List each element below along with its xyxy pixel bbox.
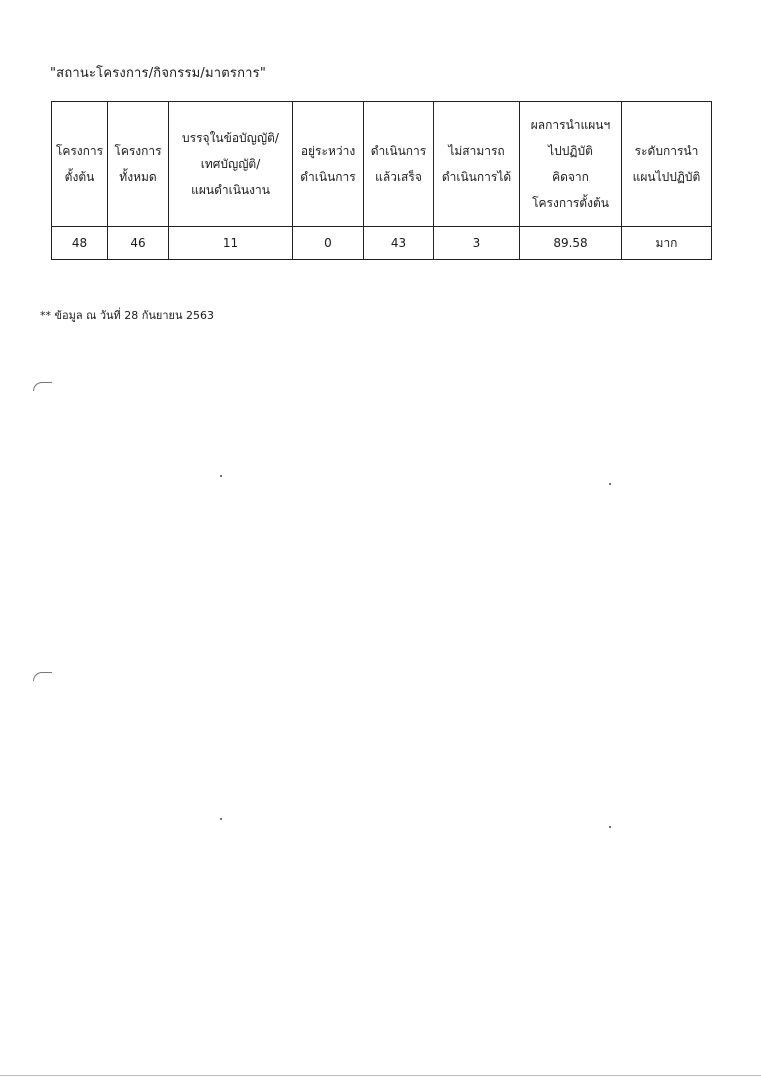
scan-mark xyxy=(33,672,52,681)
table-header-row xyxy=(52,102,712,227)
cell-unable-to-proceed: 3 xyxy=(434,227,520,260)
cell-included-in-plan: 11 xyxy=(169,227,293,260)
header-implementation-level: ระดับการนำ แผนไปปฏิบัติ xyxy=(622,102,712,227)
data-date-note: ** ข้อมูล ณ วันที่ 28 กันยายน 2563 xyxy=(40,309,215,322)
scan-edge-line xyxy=(0,1075,761,1076)
scan-dot xyxy=(220,475,222,477)
cell-implementation-result: 89.58 xyxy=(520,227,622,260)
scan-dot xyxy=(609,826,611,828)
header-unable-to-proceed: ไม่สามารถ ดำเนินการได้ xyxy=(434,102,520,227)
document-title: "สถานะโครงการ/กิจกรรม/มาตรการ" xyxy=(50,66,266,81)
header-initial-projects: โครงการ ตั้งต้น xyxy=(52,102,108,227)
cell-initial-projects: 48 xyxy=(52,227,108,260)
scan-dot xyxy=(609,483,611,485)
header-implementation-result: ผลการนำแผนฯ ไปปฏิบัติ คิดจาก โครงการตั้งต้น xyxy=(520,102,622,227)
project-status-table xyxy=(51,101,712,260)
header-total-projects: โครงการ ทั้งหมด xyxy=(108,102,169,227)
cell-implementation-level: มาก xyxy=(622,227,712,260)
header-completed: ดำเนินการ แล้วเสร็จ xyxy=(364,102,434,227)
cell-total-projects: 46 xyxy=(108,227,169,260)
header-in-progress: อยู่ระหว่าง ดำเนินการ xyxy=(293,102,364,227)
table-row xyxy=(52,227,712,260)
cell-completed: 43 xyxy=(364,227,434,260)
scan-mark xyxy=(33,382,52,391)
scan-dot xyxy=(220,818,222,820)
cell-in-progress: 0 xyxy=(293,227,364,260)
header-included-in-plan: บรรจุในข้อบัญญัติ/ เทศบัญญัติ/ แผนดำเนินงาน xyxy=(169,102,293,227)
